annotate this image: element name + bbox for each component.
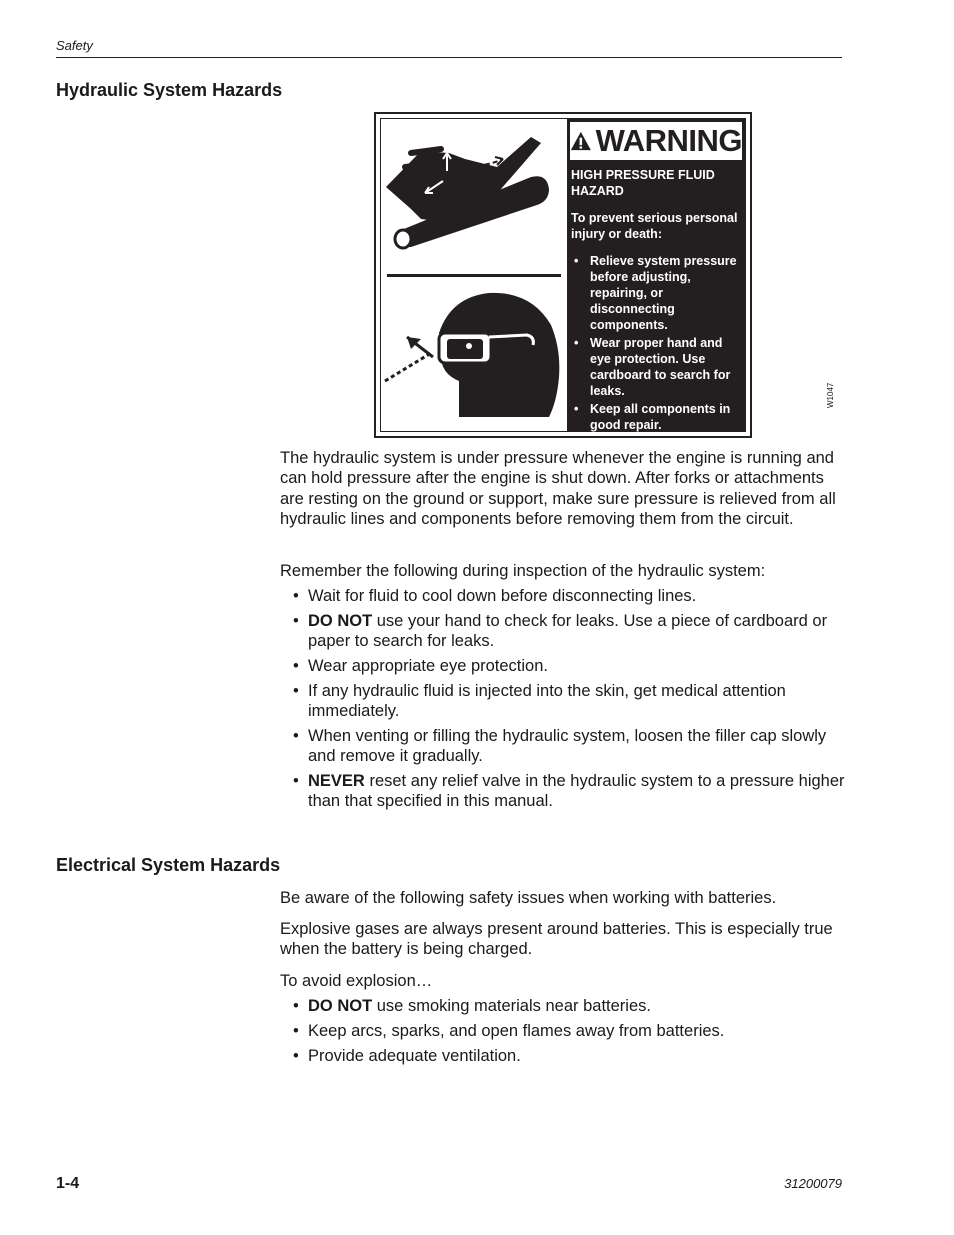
warning-item: • Keep all components in good repair.	[571, 401, 739, 433]
document-number: 31200079	[784, 1176, 842, 1191]
warning-panel	[567, 119, 745, 431]
hydraulic-paragraph-1: The hydraulic system is under pressure whenever the engine is running and can hold pressure after the engine is shut down. After forks or attachments are resting on the ground or support, make sure pressure is relieved from all hydraulic lines and components before removing them from the circuit.	[280, 449, 836, 528]
electrical-paragraph-1: Be aware of the following safety issues when working with batteries.	[280, 889, 777, 907]
warning-hazard: HIGH PRESSURE FLUID HAZARD	[571, 168, 715, 198]
electrical-heading: Electrical System Hazards	[56, 855, 281, 875]
hazard-pictogram-icon	[381, 119, 567, 431]
warning-decal-inner	[380, 118, 746, 432]
electrical-paragraph-3: To avoid explosion…	[280, 972, 433, 990]
hydraulic-heading: Hydraulic System Hazards	[56, 80, 283, 100]
list-item: • Wait for fluid to cool down before disconnecting lines.	[292, 586, 852, 606]
warning-item: • Wear proper hand and eye protection. Use cardboard to search for leaks.	[571, 335, 739, 399]
warning-triangle-icon	[570, 128, 592, 154]
hydraulic-paragraph-2: Remember the following during inspection of the hydraulic system:	[280, 562, 766, 580]
list-item: • Provide adequate ventilation.	[292, 1046, 852, 1066]
warning-title: WARNING	[595, 123, 742, 158]
warning-text	[571, 167, 739, 435]
list-item: • Wear appropriate eye protection.	[292, 656, 852, 676]
warning-title-bar	[570, 122, 742, 160]
list-item: • If any hydraulic fluid is injected into the skin, get medical attention immediately.	[292, 681, 852, 722]
list-item: • Keep arcs, sparks, and open flames away from batteries.	[292, 1021, 852, 1041]
warning-list	[571, 253, 739, 433]
warning-intro: To prevent serious personal injury or death:	[571, 211, 738, 241]
electrical-bullet-list	[292, 996, 852, 1070]
list-item: • NEVER reset any relief valve in the hydraulic system to a pressure higher than that specified in this manual.	[292, 771, 852, 812]
hydraulic-bullet-list	[292, 586, 852, 816]
list-item: • When venting or filling the hydraulic system, loosen the filler cap slowly and remove it gradually.	[292, 726, 852, 767]
warning-decal	[374, 112, 752, 438]
decal-code: W1047	[826, 382, 835, 408]
warning-pictograms	[381, 119, 567, 431]
page-number: 1-4	[56, 1175, 80, 1192]
electrical-paragraph-2: Explosive gases are always present around batteries. This is especially true when the battery is being charged.	[280, 920, 833, 959]
list-item: • DO NOT use smoking materials near batteries.	[292, 996, 852, 1016]
list-item: • DO NOT use your hand to check for leaks. Use a piece of cardboard or paper to search for leaks.	[292, 611, 852, 652]
header-rule	[56, 57, 842, 58]
warning-item: • Relieve system pressure before adjusting, repairing, or disconnecting components.	[571, 253, 739, 333]
header-section-label: Safety	[56, 38, 93, 53]
